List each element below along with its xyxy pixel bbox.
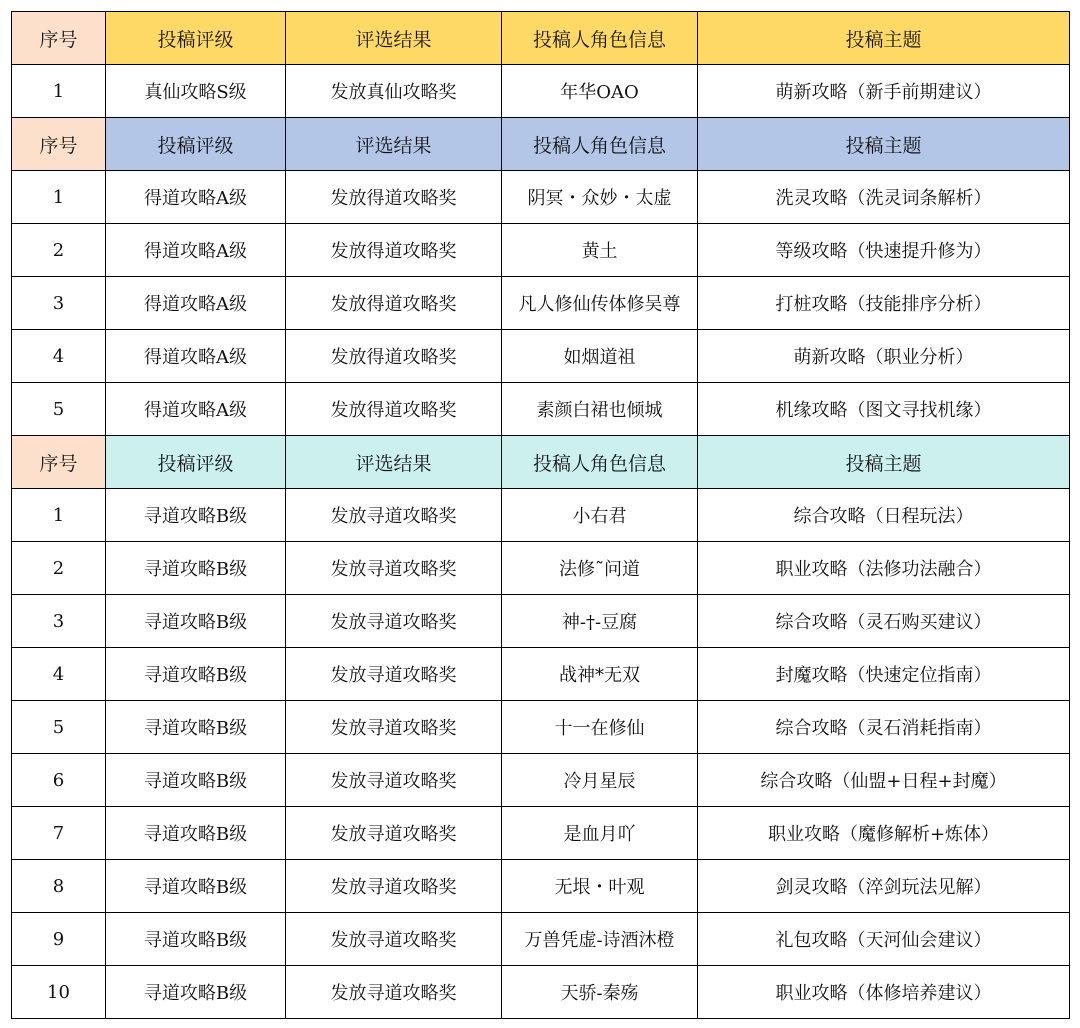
cell-index: 1 bbox=[12, 489, 106, 542]
cell-rating: 得道攻略A级 bbox=[106, 224, 286, 277]
cell-rating: 寻道攻略B级 bbox=[106, 966, 286, 1019]
table-row bbox=[12, 65, 1070, 118]
table-row bbox=[12, 224, 1070, 277]
cell-index: 5 bbox=[12, 383, 106, 436]
cell-result: 发放寻道攻略奖 bbox=[286, 542, 502, 595]
cell-author: 黄土 bbox=[502, 224, 698, 277]
table-row bbox=[12, 701, 1070, 754]
cell-result: 发放寻道攻略奖 bbox=[286, 754, 502, 807]
cell-result: 发放真仙攻略奖 bbox=[286, 65, 502, 118]
table-row bbox=[12, 807, 1070, 860]
cell-index: 1 bbox=[12, 171, 106, 224]
header-index: 序号 bbox=[12, 436, 106, 489]
cell-topic: 萌新攻略（职业分析） bbox=[698, 330, 1070, 383]
cell-author: 万兽凭虚-诗酒沐橙 bbox=[502, 913, 698, 966]
cell-author: 冷月星辰 bbox=[502, 754, 698, 807]
cell-author: 无垠・叶观 bbox=[502, 860, 698, 913]
header-result: 评选结果 bbox=[286, 12, 502, 65]
cell-rating: 得道攻略A级 bbox=[106, 277, 286, 330]
cell-index: 1 bbox=[12, 65, 106, 118]
cell-rating: 寻道攻略B级 bbox=[106, 489, 286, 542]
header-result: 评选结果 bbox=[286, 118, 502, 171]
table-row bbox=[12, 595, 1070, 648]
cell-rating: 寻道攻略B级 bbox=[106, 648, 286, 701]
awards-table-container bbox=[11, 11, 1069, 1019]
cell-rating: 寻道攻略B级 bbox=[106, 542, 286, 595]
cell-index: 3 bbox=[12, 595, 106, 648]
cell-result: 发放寻道攻略奖 bbox=[286, 489, 502, 542]
cell-topic: 综合攻略（日程玩法） bbox=[698, 489, 1070, 542]
cell-index: 8 bbox=[12, 860, 106, 913]
table-row bbox=[12, 913, 1070, 966]
table-row bbox=[12, 860, 1070, 913]
cell-author: 小右君 bbox=[502, 489, 698, 542]
cell-result: 发放寻道攻略奖 bbox=[286, 913, 502, 966]
cell-index: 3 bbox=[12, 277, 106, 330]
table-row bbox=[12, 330, 1070, 383]
table-row bbox=[12, 966, 1070, 1019]
table-row bbox=[12, 277, 1070, 330]
header-author: 投稿人角色信息 bbox=[502, 118, 698, 171]
header-topic: 投稿主题 bbox=[698, 436, 1070, 489]
cell-result: 发放得道攻略奖 bbox=[286, 383, 502, 436]
cell-rating: 得道攻略A级 bbox=[106, 383, 286, 436]
cell-rating: 寻道攻略B级 bbox=[106, 595, 286, 648]
cell-index: 5 bbox=[12, 701, 106, 754]
cell-rating: 得道攻略A级 bbox=[106, 171, 286, 224]
cell-index: 9 bbox=[12, 913, 106, 966]
header-rating: 投稿评级 bbox=[106, 436, 286, 489]
cell-topic: 打桩攻略（技能排序分析） bbox=[698, 277, 1070, 330]
cell-rating: 寻道攻略B级 bbox=[106, 860, 286, 913]
cell-index: 4 bbox=[12, 330, 106, 383]
cell-result: 发放寻道攻略奖 bbox=[286, 966, 502, 1019]
cell-index: 2 bbox=[12, 224, 106, 277]
table-row bbox=[12, 648, 1070, 701]
header-row-a bbox=[12, 118, 1070, 171]
cell-author: 神‑†‑豆腐 bbox=[502, 595, 698, 648]
cell-index: 10 bbox=[12, 966, 106, 1019]
awards-table bbox=[11, 11, 1070, 1019]
header-result: 评选结果 bbox=[286, 436, 502, 489]
cell-topic: 洗灵攻略（洗灵词条解析） bbox=[698, 171, 1070, 224]
header-author: 投稿人角色信息 bbox=[502, 12, 698, 65]
cell-result: 发放寻道攻略奖 bbox=[286, 860, 502, 913]
header-index: 序号 bbox=[12, 12, 106, 65]
cell-topic: 机缘攻略（图文寻找机缘） bbox=[698, 383, 1070, 436]
cell-author: 如烟道祖 bbox=[502, 330, 698, 383]
cell-topic: 职业攻略（魔修解析+炼体） bbox=[698, 807, 1070, 860]
header-row-s bbox=[12, 12, 1070, 65]
cell-index: 2 bbox=[12, 542, 106, 595]
cell-result: 发放寻道攻略奖 bbox=[286, 648, 502, 701]
cell-result: 发放寻道攻略奖 bbox=[286, 807, 502, 860]
header-rating: 投稿评级 bbox=[106, 12, 286, 65]
header-topic: 投稿主题 bbox=[698, 12, 1070, 65]
cell-index: 7 bbox=[12, 807, 106, 860]
cell-author: 天骄-秦殇 bbox=[502, 966, 698, 1019]
header-author: 投稿人角色信息 bbox=[502, 436, 698, 489]
cell-topic: 剑灵攻略（淬剑玩法见解） bbox=[698, 860, 1070, 913]
cell-author: 素颜白裙也倾城 bbox=[502, 383, 698, 436]
cell-index: 6 bbox=[12, 754, 106, 807]
cell-author: 十一在修仙 bbox=[502, 701, 698, 754]
cell-topic: 等级攻略（快速提升修为） bbox=[698, 224, 1070, 277]
cell-topic: 职业攻略（体修培养建议） bbox=[698, 966, 1070, 1019]
cell-result: 发放得道攻略奖 bbox=[286, 277, 502, 330]
cell-topic: 综合攻略（灵石购买建议） bbox=[698, 595, 1070, 648]
table-row bbox=[12, 542, 1070, 595]
cell-topic: 萌新攻略（新手前期建议） bbox=[698, 65, 1070, 118]
cell-author: 法修˜问道 bbox=[502, 542, 698, 595]
cell-topic: 职业攻略（法修功法融合） bbox=[698, 542, 1070, 595]
cell-topic: 综合攻略（灵石消耗指南） bbox=[698, 701, 1070, 754]
cell-topic: 礼包攻略（天河仙会建议） bbox=[698, 913, 1070, 966]
cell-result: 发放寻道攻略奖 bbox=[286, 595, 502, 648]
cell-author: 战神*无双 bbox=[502, 648, 698, 701]
cell-result: 发放得道攻略奖 bbox=[286, 330, 502, 383]
table-row bbox=[12, 489, 1070, 542]
table-row bbox=[12, 383, 1070, 436]
cell-result: 发放得道攻略奖 bbox=[286, 224, 502, 277]
cell-topic: 封魔攻略（快速定位指南） bbox=[698, 648, 1070, 701]
cell-author: 是血月吖 bbox=[502, 807, 698, 860]
cell-rating: 寻道攻略B级 bbox=[106, 807, 286, 860]
cell-rating: 寻道攻略B级 bbox=[106, 701, 286, 754]
cell-author: 年华OAO bbox=[502, 65, 698, 118]
cell-rating: 得道攻略A级 bbox=[106, 330, 286, 383]
cell-author: 阴冥・众妙・太虚 bbox=[502, 171, 698, 224]
cell-index: 4 bbox=[12, 648, 106, 701]
header-rating: 投稿评级 bbox=[106, 118, 286, 171]
cell-topic: 综合攻略（仙盟+日程+封魔） bbox=[698, 754, 1070, 807]
header-topic: 投稿主题 bbox=[698, 118, 1070, 171]
cell-author: 凡人修仙传体修吴尊 bbox=[502, 277, 698, 330]
table-row bbox=[12, 754, 1070, 807]
cell-result: 发放得道攻略奖 bbox=[286, 171, 502, 224]
cell-result: 发放寻道攻略奖 bbox=[286, 701, 502, 754]
awards-table-body bbox=[12, 12, 1070, 1019]
header-index: 序号 bbox=[12, 118, 106, 171]
table-row bbox=[12, 171, 1070, 224]
cell-rating: 寻道攻略B级 bbox=[106, 913, 286, 966]
header-row-b bbox=[12, 436, 1070, 489]
cell-rating: 真仙攻略S级 bbox=[106, 65, 286, 118]
cell-rating: 寻道攻略B级 bbox=[106, 754, 286, 807]
